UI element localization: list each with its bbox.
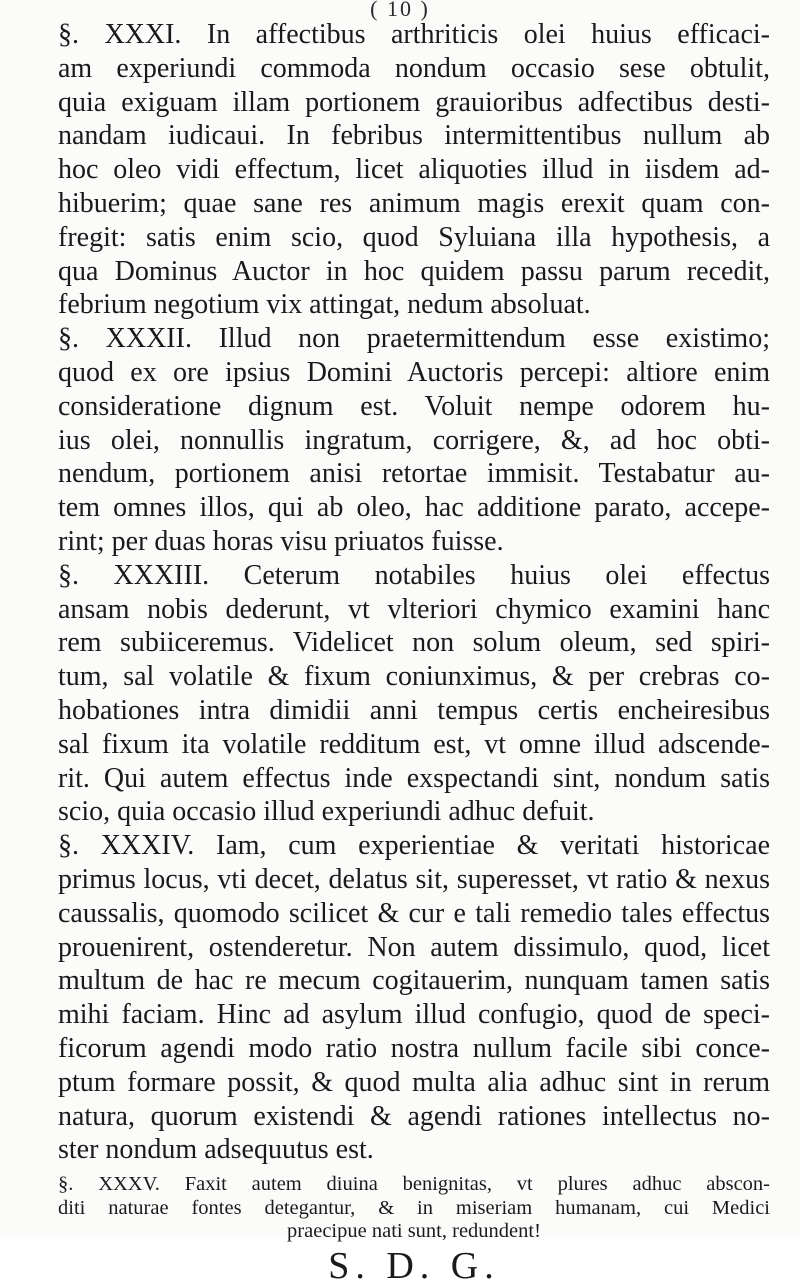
text-line: fregit: satis enim scio, quod Syluiana illa hypothesis, a: [58, 221, 770, 253]
text-line: tem omnes illos, qui ab oleo, hac additione parato, accepe-: [58, 492, 770, 524]
text-line: quod ex ore ipsius Domini Auctoris percepi: altiore enim: [58, 356, 770, 388]
text-line: hibuerim; quae sane res animum magis erexit quam con-: [58, 187, 770, 219]
text-line: ius olei, nonnullis ingratum, corrigere, &, ad hoc obti-: [58, 424, 770, 456]
text-line: praecipue nati sunt, redundent!: [287, 1220, 541, 1243]
text-line: hobationes intra dimidii anni tempus certis encheiresibus: [58, 694, 770, 726]
text-line: qua Dominus Auctor in hoc quidem passu parum recedit,: [58, 255, 770, 287]
text-line: rint; per duas horas visu priuatos fuisse.: [58, 525, 504, 557]
text-line: §. XXXIII. Ceterum notabiles huius olei effectus: [58, 559, 770, 591]
page-body: [58, 18, 770, 1286]
text-line: quia exiguam illam portionem grauioribus adfectibus desti-: [58, 86, 770, 118]
text-line: am experiundi commoda nondum occasio sese obtulit,: [58, 52, 770, 84]
text-line: natura, quorum existendi & agendi rationes intellectus no-: [58, 1100, 770, 1132]
page-number: ( 10 ): [370, 0, 430, 21]
text-line: ptum formare possit, & quod multa alia adhuc sint in rerum: [58, 1066, 770, 1098]
text-line: prouenirent, ostenderetur. Non autem dissimulo, quod, licet: [58, 931, 770, 963]
text-line: caussalis, quomodo scilicet & cur e tali remedio tales effectus: [58, 897, 770, 929]
text-line: rem subiiceremus. Videlicet non solum oleum, sed spiri-: [58, 627, 770, 659]
text-line: nendum, portionem anisi retortae immisit. Testabatur au-: [58, 458, 770, 490]
text-line: §. XXXV. Faxit autem diuina benignitas, vt plures adhuc abscon-: [58, 1173, 770, 1196]
text-line: ster nondum adsequutus est.: [58, 1134, 374, 1166]
text-line: multum de hac re mecum cogitauerim, nunquam tamen satis: [58, 965, 770, 997]
text-line: hoc oleo vidi effectum, licet aliquoties illud in iisdem ad-: [58, 154, 770, 186]
text-line: §. XXXII. Illud non praetermittendum esse existimo;: [58, 323, 770, 355]
paragraph-section-xxxii: [58, 322, 770, 559]
paragraph-section-xxxiv: [58, 829, 770, 1167]
text-line: ficorum agendi modo ratio nostra nullum facile sibi conce-: [58, 1032, 770, 1064]
text-line: febrium negotium vix attingat, nedum absoluat.: [58, 289, 591, 321]
closing-paragraph-section-xxxv: [58, 1173, 770, 1244]
text-line: diti naturae fontes detegantur, & in miseriam humanam, cui Medici: [58, 1196, 770, 1219]
closing-signature: S. D. G.: [328, 1244, 500, 1287]
text-line: rit. Qui autem effectus inde exspectandi sint, nondum satis: [58, 762, 770, 794]
text-line: tum, sal volatile & fixum coniunximus, & per crebras co-: [58, 661, 770, 693]
text-line: scio, quia occasio illud experiundi adhuc defuit.: [58, 796, 595, 828]
text-line: nandam iudicaui. In febribus intermittentibus nullum ab: [58, 120, 770, 152]
text-line: ansam nobis dederunt, vt vlteriori chymico examini hanc: [58, 593, 770, 625]
text-line: sal fixum ita volatile redditum est, vt omne illud adscende-: [58, 728, 770, 760]
text-line: primus locus, vti decet, delatus sit, superesset, vt ratio & nexus: [58, 863, 770, 895]
text-line: §. XXXIV. Iam, cum experientiae & veritati historicae: [58, 830, 770, 862]
text-line: mihi faciam. Hinc ad asylum illud confugio, quod de speci-: [58, 999, 770, 1031]
text-line: consideratione dignum est. Voluit nempe odorem hu-: [58, 390, 770, 422]
text-line: §. XXXI. In affectibus arthriticis olei huius efficaci-: [58, 19, 770, 50]
paragraph-section-xxxiii: [58, 559, 770, 829]
paragraph-section-xxxi: [58, 18, 770, 322]
